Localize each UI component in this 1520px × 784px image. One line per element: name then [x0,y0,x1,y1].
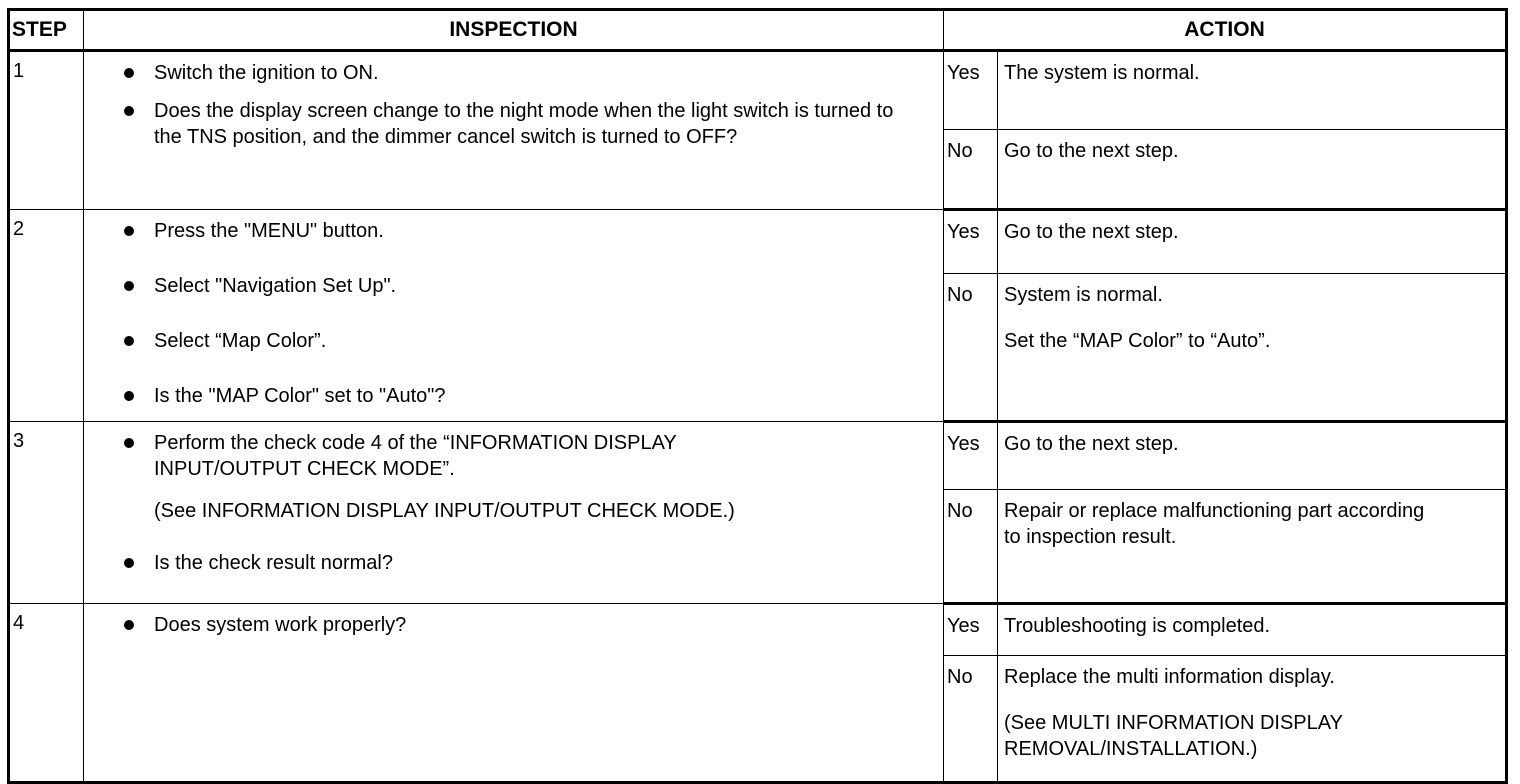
inspection-item [124,98,923,150]
inspection-text: Is the "MAP Color" set to "Auto"? [154,385,446,407]
answer-yes: Yes [944,210,998,274]
header-step: STEP [9,10,84,51]
answer-yes: Yes [944,51,998,130]
action-cell [998,273,1507,421]
bullet-icon [124,438,134,448]
inspection-text: Select “Map Color”. [154,330,327,352]
bullet-icon [124,336,134,346]
inspection-item [124,328,923,354]
action-text: Go to the next step. [1004,140,1179,162]
step-3-yes-row [9,422,1507,490]
action-cell [998,130,1507,210]
inspection-text: Switch the ignition to ON. [154,62,379,84]
inspection-text: Press the "MENU" button. [154,220,384,242]
step-number: 3 [9,422,84,604]
bullet-icon [124,558,134,568]
inspection-text: Perform the check code 4 of the “INFORMATION DISPLAY INPUT/OUTPUT CHECK MODE”. [154,432,677,480]
step-3-inspection [84,422,944,604]
action-cell [998,51,1507,130]
action-text: The system is normal. [1004,62,1200,84]
answer-no: No [944,656,998,783]
answer-yes: Yes [944,422,998,490]
inspection-text: Does the display screen change to the night mode when the light switch is turned to the TNS position, and the dimmer cancel switch is turned to OFF? [154,100,894,148]
bullet-icon [124,106,134,116]
troubleshooting-table-wrapper [7,8,1505,764]
step-2-inspection [84,210,944,422]
inspection-item [124,383,923,409]
step-2-yes-row [9,210,1507,274]
action-text: Go to the next step. [1004,433,1179,455]
action-text: (See MULTI INFORMATION DISPLAY REMOVAL/INSTALLATION.) [1004,712,1343,760]
inspection-item [124,550,923,576]
step-1-inspection [84,51,944,210]
inspection-item [124,612,923,638]
action-text: Replace the multi information display. [1004,666,1335,688]
inspection-item [124,60,923,86]
action-text: Set the “MAP Color” to “Auto”. [1004,329,1271,352]
inspection-item [124,218,923,244]
action-text: Repair or replace malfunctioning part according to inspection result. [1004,500,1425,548]
header-inspection: INSPECTION [84,10,944,51]
bullet-icon [124,620,134,630]
header-action: ACTION [944,10,1507,51]
header-row [9,10,1507,51]
step-number: 1 [9,51,84,210]
action-cell [998,604,1507,656]
inspection-text: Is the check result normal? [154,552,393,574]
action-text: System is normal. [1004,283,1163,306]
action-text: Troubleshooting is completed. [1004,615,1271,637]
action-cell [998,422,1507,490]
step-4-inspection [84,604,944,783]
bullet-icon [124,281,134,291]
bullet-icon [124,68,134,78]
action-cell [998,490,1507,604]
action-text: Go to the next step. [1004,221,1179,243]
bullet-icon [124,391,134,401]
answer-yes: Yes [944,604,998,656]
step-1-yes-row [9,51,1507,130]
step-number: 2 [9,210,84,422]
answer-no: No [944,130,998,210]
inspection-reference: (See INFORMATION DISPLAY INPUT/OUTPUT CHECK MODE.) [154,500,735,522]
step-number: 4 [9,604,84,783]
inspection-item [124,430,923,482]
action-cell [998,656,1507,783]
answer-no: No [944,490,998,604]
action-cell [998,210,1507,274]
troubleshooting-table [7,8,1508,784]
inspection-text: Select "Navigation Set Up". [154,275,397,297]
answer-no: No [944,273,998,421]
inspection-text: Does system work properly? [154,614,407,636]
inspection-item [124,273,923,299]
step-4-yes-row [9,604,1507,656]
bullet-icon [124,226,134,236]
